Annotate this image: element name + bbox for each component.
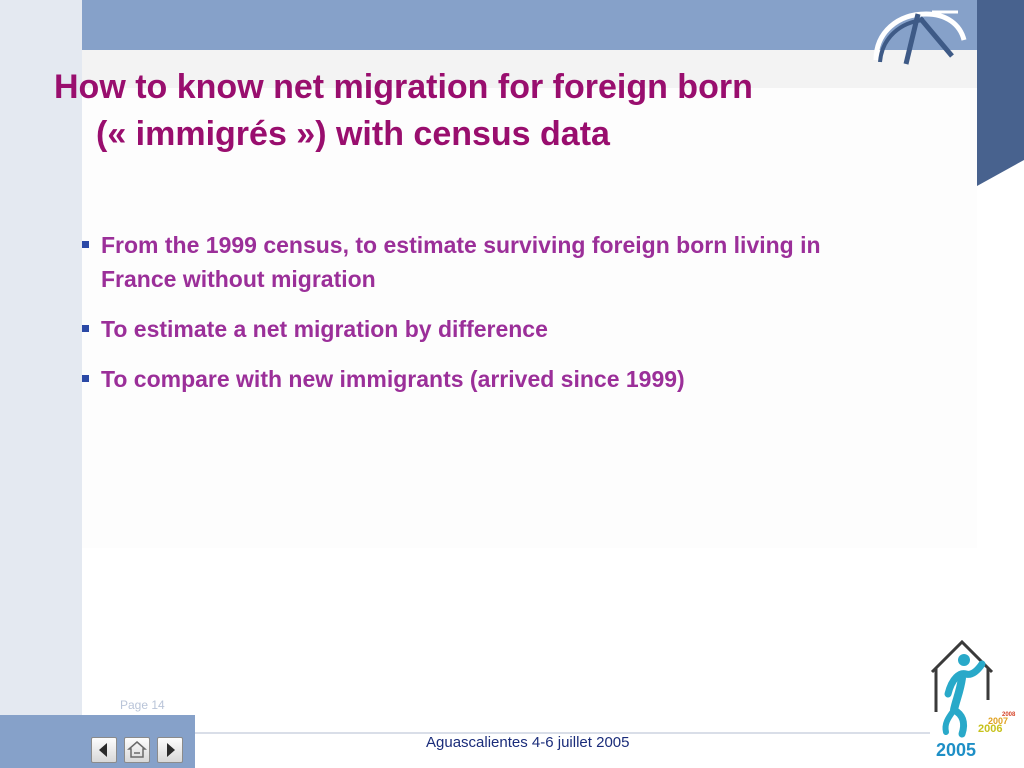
bullet-text: To estimate a net migration by difference xyxy=(101,316,548,342)
previous-slide-button[interactable] xyxy=(91,737,117,763)
right-decor-bar xyxy=(977,0,1024,186)
header-band xyxy=(82,0,977,50)
mascot-year-2005: 2005 xyxy=(936,740,977,760)
bullet-text: To compare with new immigrants (arrived since 1999) xyxy=(101,366,685,392)
home-icon xyxy=(125,738,149,762)
triangle-right-icon xyxy=(158,738,182,762)
next-slide-button[interactable] xyxy=(157,737,183,763)
square-bullet-icon xyxy=(82,241,89,248)
mascot-year-2006: 2006 xyxy=(978,723,1003,735)
square-bullet-icon xyxy=(82,325,89,332)
bullet-text: From the 1999 census, to estimate surviving foreign born living in France without migration xyxy=(101,232,821,292)
slide-title-line-1: How to know net migration for foreign born xyxy=(54,68,753,106)
square-bullet-icon xyxy=(82,375,89,382)
census-mascot-logo-icon xyxy=(926,638,1024,768)
bullet-item xyxy=(80,228,900,296)
footer-event-text: Aguascalientes 4-6 juillet 2005 xyxy=(426,734,630,751)
bullet-list xyxy=(80,228,900,412)
mascot-year-2008: 2008 xyxy=(1002,712,1016,718)
bullet-item xyxy=(80,312,900,346)
triangle-left-icon xyxy=(92,738,116,762)
insee-logo-icon xyxy=(868,4,968,70)
slide-title-line-2: (« immigrés ») with census data xyxy=(96,115,610,153)
bullet-item xyxy=(80,362,900,396)
page-number: Page 14 xyxy=(120,698,165,712)
home-button[interactable] xyxy=(124,737,150,763)
mascot-year-2007: 2007 xyxy=(988,716,1009,726)
slide-title xyxy=(54,64,914,158)
